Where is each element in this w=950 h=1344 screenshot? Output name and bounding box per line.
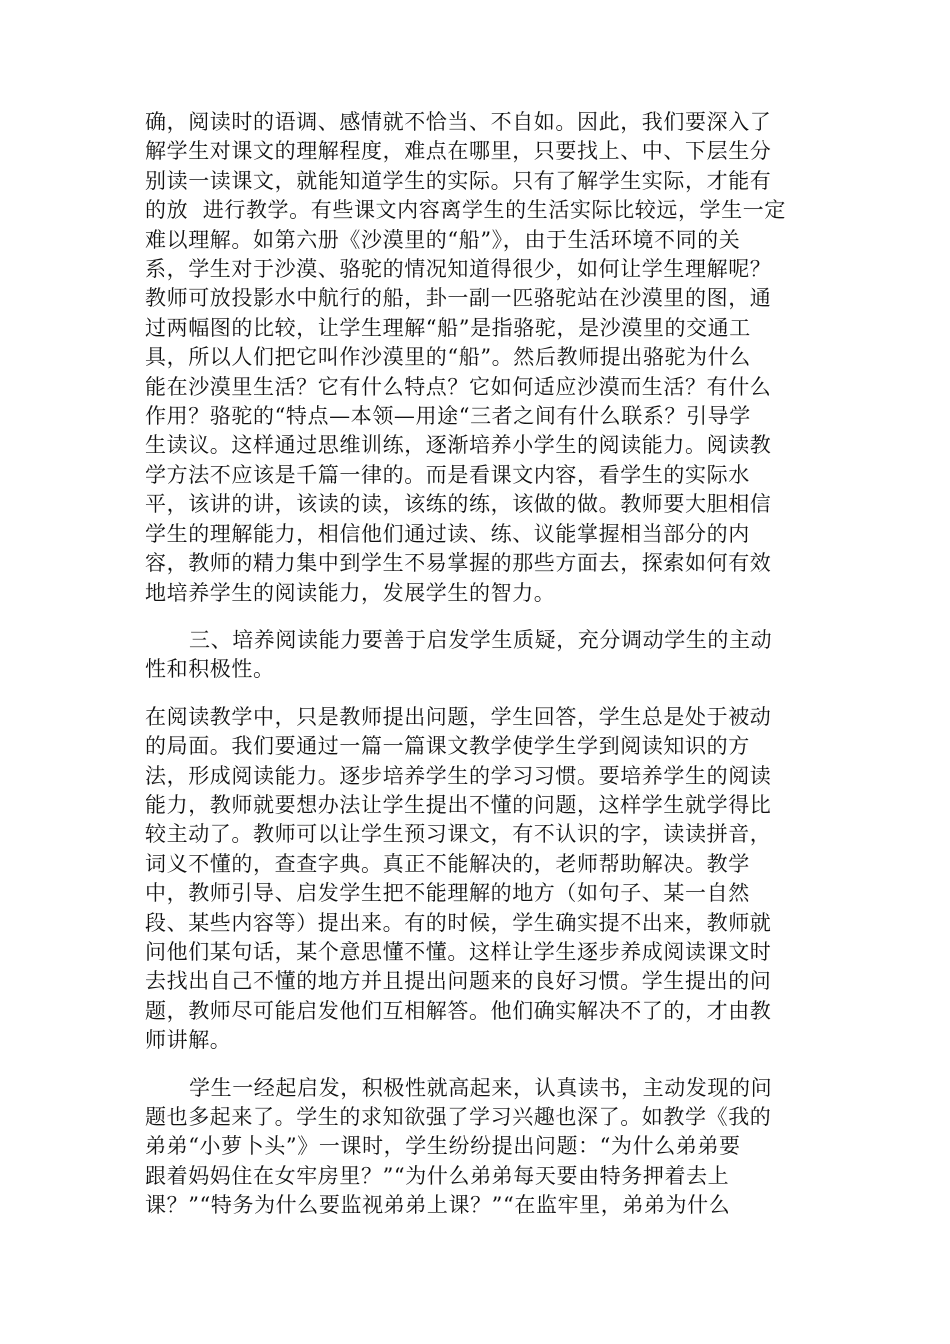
text-line: 能在沙漠里生活？它有什么特点？它如何适应沙漠而生活？有什么 [145, 374, 772, 399]
paragraph-4 [145, 1074, 805, 1221]
text-line: 别读一读课文，就能知道学生的实际。只有了解学生实际，才能有 [145, 168, 772, 193]
text-line: 难以理解。如第六册《沙漠里的“船”》，由于生活环境不同的关 [145, 227, 741, 252]
text-line: 段、某些内容等）提出来。有的时候，学生确实提不出来，教师就 [145, 910, 772, 935]
text-line: 作用？骆驼的“特点—本领—用途“三者之间有什么联系？引导学 [145, 404, 751, 429]
text-line: 较主动了。教师可以让学生预习课文，有不认识的字，读读拼音， [145, 822, 772, 847]
text-line: 弟弟“小萝卜头”》一课时，学生纷纷提出问题：“为什么弟弟要 [145, 1134, 741, 1159]
text-line: 三、培养阅读能力要善于启发学生质疑，充分调动学生的主动 [189, 627, 773, 652]
text-line: 题也多起来了。学生的求知欲强了学习兴趣也深了。如教学《我的 [145, 1105, 772, 1129]
text-line: 解学生对课文的理解程度，难点在哪里，只要找上、中、下层生分 [145, 139, 772, 164]
paragraph-3 [145, 703, 805, 1056]
text-line: 题，教师尽可能启发他们互相解答。他们确实解决不了的，才由教 [145, 998, 772, 1023]
text-line: 确，阅读时的语调、感情就不恰当、不自如。因此，我们要深入了 [145, 110, 772, 134]
text-line: 的放 进行教学。有些课文内容离学生的生活实际比较远，学生一定 [145, 198, 786, 223]
text-line: 词义不懂的，查查字典。真正不能解决的，老师帮助解决。教学 [145, 851, 750, 876]
document-page [145, 108, 805, 1221]
text-line: 师讲解。 [145, 1028, 232, 1053]
text-line: 课？”“特务为什么要监视弟弟上课？”“在监牢里，弟弟为什么 [145, 1193, 731, 1218]
text-line: 在阅读教学中，只是教师提出问题，学生回答，学生总是处于被动 [145, 704, 772, 729]
text-line: 学生一经起启发，积极性就高起来，认真读书，主动发现的问 [189, 1075, 773, 1100]
paragraph-gap [145, 685, 805, 703]
text-line: 跟着妈妈住在女牢房里？”“为什么弟弟每天要由特务押着去上 [145, 1163, 730, 1188]
text-line: 学生的理解能力，相信他们通过读、练、议能掌握相当部分的内 [145, 521, 750, 546]
paragraph-gap [145, 608, 805, 626]
text-line: 平，该讲的讲，该读的读，该练的练，该做的做。教师要大胆相信 [145, 492, 772, 517]
section-heading-paragraph [145, 626, 805, 685]
text-line: 的局面。我们要通过一篇一篇课文教学使学生学到阅读知识的方 [145, 734, 750, 759]
text-line: 去找出自己不懂的地方并且提出问题来的良好习惯。学生提出的问 [145, 969, 772, 994]
text-line: 地培养学生的阅读能力，发展学生的智力。 [145, 580, 556, 605]
paragraph-gap [145, 1056, 805, 1074]
text-line: 学方法不应该是千篇一律的。而是看课文内容，看学生的实际水 [145, 462, 750, 487]
text-line: 生读议。这样通过思维训练，逐渐培养小学生的阅读能力。阅读教 [145, 433, 772, 458]
text-line: 能力，教师就要想办法让学生提出不懂的问题，这样学生就学得比 [145, 792, 772, 817]
paragraph-1 [145, 108, 805, 608]
text-line: 容，教师的精力集中到学生不易掌握的那些方面去，探索如何有效 [145, 551, 772, 576]
text-line: 性和积极性。 [145, 657, 275, 682]
text-line: 法，形成阅读能力。逐步培养学生的学习习惯。要培养学生的阅读 [145, 763, 772, 788]
text-line: 问他们某句话，某个意思懂不懂。这样让学生逐步养成阅读课文时 [145, 939, 772, 964]
text-line: 过两幅图的比较，让学生理解“船”是指骆驼，是沙漠里的交通工 [145, 315, 751, 340]
text-line: 中，教师引导、启发学生把不能理解的地方（如句子、某一自然 [145, 881, 750, 906]
text-line: 具，所以人们把它叫作沙漠里的“船”。然后教师提出骆驼为什么 [145, 345, 751, 370]
text-line: 系，学生对于沙漠、骆驼的情况知道得很少，如何让学生理解呢？ [145, 257, 772, 282]
text-line: 教师可放投影水中航行的船，卦一副一匹骆驼站在沙漠里的图，通 [145, 286, 772, 311]
